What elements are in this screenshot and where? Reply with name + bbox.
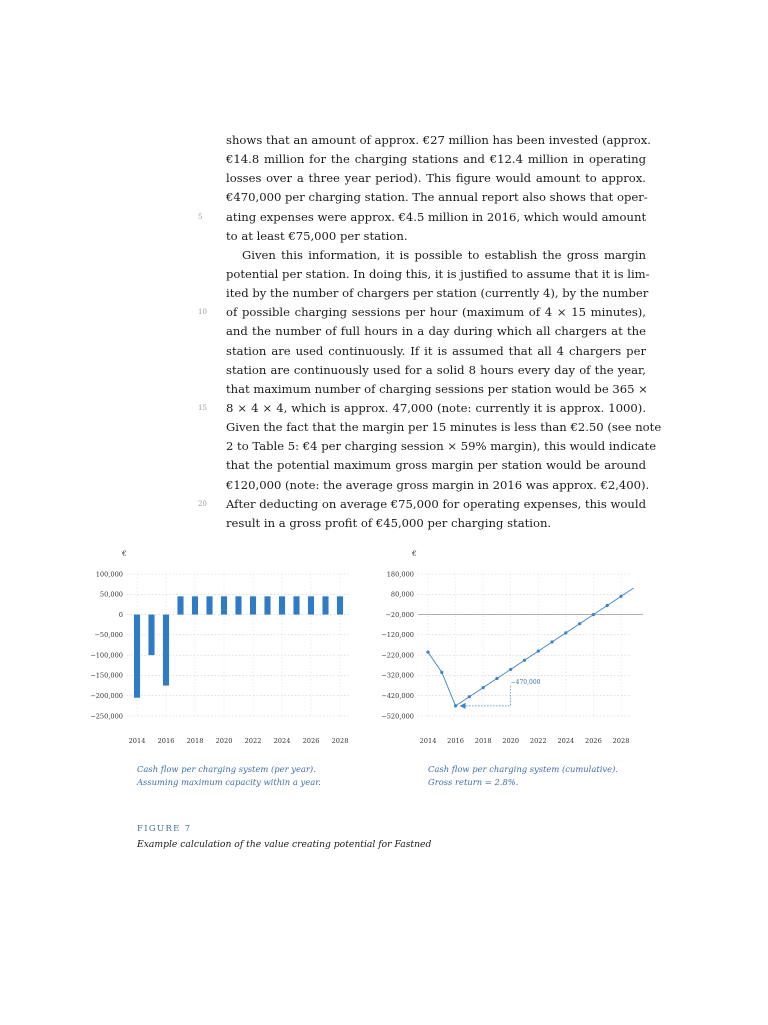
body-line: After deducting on average €75,000 for operating expenses, this would [226,496,646,511]
body-line: 2 to Table 5: €4 per charging session × 59% margin), this would indicate [226,439,657,454]
line-number: 15 [198,404,207,413]
body-text [226,131,662,533]
body-line: potential per station. In doing this, it is justified to assume that it is lim- [226,266,650,281]
y-tick-label: −120,000 [381,631,414,640]
left-caption-line-2: Assuming maximum capacity within a year. [137,777,321,787]
body-line: losses over a three year period). This figure would amount to approx. [226,171,646,186]
data-point [482,686,485,689]
x-tick-label: 2020 [215,737,233,745]
line-number: 10 [198,308,207,317]
body-line: €470,000 per charging station. The annual report also shows that oper- [226,190,648,205]
y-tick-label: 180,000 [386,570,414,579]
y-tick-label: 0 [118,610,123,619]
bar [206,596,212,614]
y-tick-label: −100,000 [90,651,123,660]
annotation-label: −470,000 [510,678,541,686]
x-tick-label: 2022 [529,737,547,745]
data-point [606,604,609,607]
x-tick-label: 2024 [273,737,291,745]
y-tick-label: −420,000 [381,692,414,701]
left-chart-caption [137,763,321,789]
line-number: 5 [198,212,203,221]
figure-label: FIGURE 7 [137,823,192,833]
bar [250,596,256,614]
x-tick-label: 2014 [419,737,437,745]
x-tick-label: 2026 [585,737,602,745]
y-tick-label: −200,000 [90,692,123,701]
y-tick-label: −520,000 [381,712,414,721]
data-point [619,595,622,598]
body-line: Given the fact that the margin per 15 minutes is less than €2.50 (see note [226,420,662,435]
bar [235,596,241,614]
y-tick-label: −150,000 [90,671,123,680]
y-tick-label: 100,000 [95,570,123,579]
bar [163,615,169,686]
body-line: station are continuously used for a solid 8 hours every day of the year, [226,362,646,377]
right-caption-line-1: Cash flow per charging system (cumulative). [428,764,619,774]
y-tick-label: −50,000 [94,631,123,640]
y-tick-label: −220,000 [381,651,414,660]
data-point [495,677,498,680]
y-tick-label: −20,000 [385,610,414,619]
series-line [428,588,633,706]
data-point [454,704,457,707]
right-caption-line-2: Gross return = 2.8%. [428,777,519,787]
x-tick-label: 2022 [244,737,262,745]
bar [177,596,183,614]
data-point [592,613,595,616]
data-point [550,640,553,643]
y-tick-label: −250,000 [90,712,123,721]
bar [337,596,343,614]
line-number: 20 [198,499,207,508]
bar [308,596,314,614]
y-tick-label: 80,000 [390,590,414,599]
data-point [537,649,540,652]
x-tick-label: 2024 [557,737,575,745]
x-tick-label: 2016 [157,737,175,745]
y-unit-label: € [122,549,127,558]
bar [221,596,227,614]
y-unit-label: € [412,549,417,558]
body-line: ited by the number of chargers per station (currently 4), by the number [226,286,649,301]
body-line: result in a gross profit of €45,000 per charging station. [226,515,552,530]
y-tick-label: 50,000 [99,590,123,599]
x-tick-label: 2028 [331,737,349,745]
body-line: that the potential maximum gross margin per station would be around [226,458,646,473]
x-tick-label: 2026 [302,737,320,745]
cashflow-bar-chart [90,549,350,745]
bar [134,615,140,698]
data-point [578,622,581,625]
body-line: and the number of full hours in a day during which all chargers at the [226,324,646,339]
x-tick-label: 2028 [612,737,630,745]
annotation-arrowhead [460,703,466,709]
x-tick-label: 2018 [474,737,492,745]
data-point [426,651,429,654]
bar [148,615,154,656]
body-line: that maximum number of charging sessions per station would be 365 × [226,381,648,396]
data-point [564,631,567,634]
x-tick-label: 2018 [186,737,204,745]
bar [322,596,328,614]
body-line: ating expenses were approx. €4.5 million in 2016, which would amount [226,209,647,224]
figure-title: Example calculation of the value creating potential for Fastned [137,839,432,850]
bar [279,596,285,614]
body-line: Given this information, it is possible to establish the gross margin [242,247,646,262]
bar [293,596,299,614]
data-point [468,695,471,698]
body-line: €14.8 million for the charging stations and €12.4 million in operating [226,152,646,167]
data-point [440,671,443,674]
body-line: shows that an amount of approx. €27 million has been invested (approx. [226,133,651,147]
data-point [523,659,526,662]
body-line: of possible charging sessions per hour (maximum of 4 × 15 minutes), [226,305,646,320]
x-tick-label: 2020 [502,737,520,745]
figure-charts [90,545,660,755]
x-tick-label: 2014 [128,737,146,745]
cumulative-line-chart [381,549,643,745]
left-caption-line-1: Cash flow per charging system (per year). [137,764,316,774]
body-line: station are used continuously. If it is assumed that all 4 chargers per [226,343,646,358]
bar [192,596,198,614]
body-line: to at least €75,000 per station. [226,228,408,243]
right-chart-caption [428,763,618,789]
body-line: 8 × 4 × 4, which is approx. 47,000 (note: currently it is approx. 1000). [226,400,646,415]
bar [264,596,270,614]
x-tick-label: 2016 [447,737,464,745]
body-line: €120,000 (note: the average gross margin in 2016 was approx. €2,400). [226,477,650,492]
data-point [509,668,512,671]
y-tick-label: −320,000 [381,671,414,680]
